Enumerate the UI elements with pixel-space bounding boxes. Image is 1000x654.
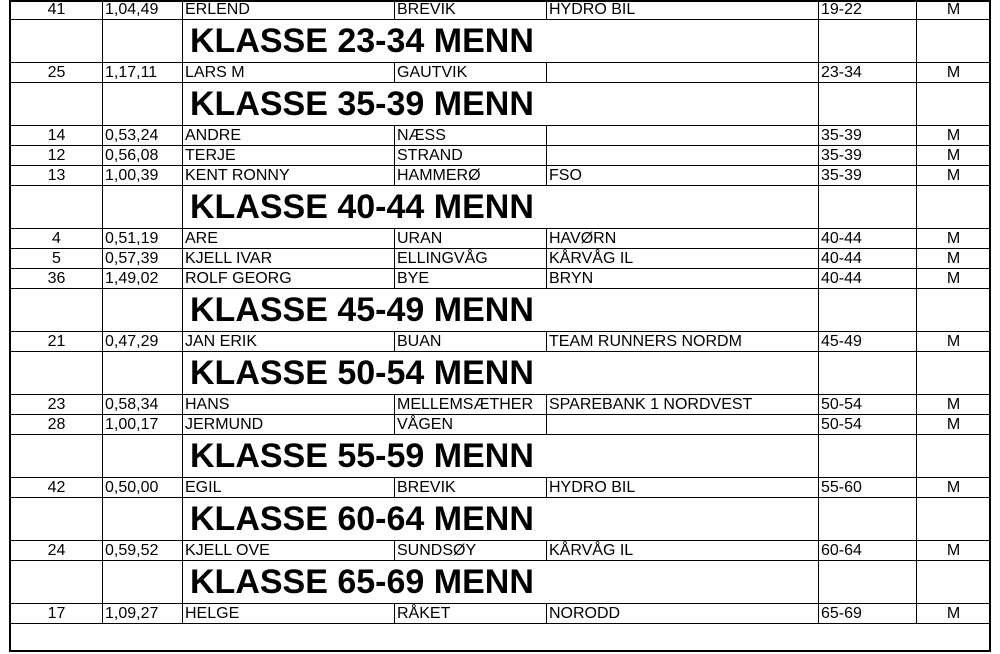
class-cell: 35-39: [819, 166, 917, 186]
start-number-cell: 12: [11, 146, 103, 166]
empty-cell: [819, 20, 917, 63]
empty-cell: [11, 561, 103, 604]
result-row: [11, 249, 991, 269]
start-number-cell: 28: [11, 415, 103, 435]
empty-cell: [547, 561, 819, 604]
class-cell: 19-22: [819, 0, 917, 20]
time-cell: 0,50,00: [103, 478, 183, 498]
class-cell: 50-54: [819, 395, 917, 415]
results-table: [10, 0, 991, 624]
start-number-cell: 14: [11, 126, 103, 146]
club-cell: [547, 146, 819, 166]
class-heading: KLASSE 35-39 MENN: [183, 83, 547, 126]
class-heading: KLASSE 50-54 MENN: [183, 352, 547, 395]
last-name-cell: MELLEMSÆTHER: [395, 395, 547, 415]
class-heading: KLASSE 60-64 MENN: [183, 498, 547, 541]
empty-cell: [103, 498, 183, 541]
class-heading: KLASSE 23-34 MENN: [183, 20, 547, 63]
start-number-cell: 13: [11, 166, 103, 186]
result-row: [11, 146, 991, 166]
empty-cell: [11, 20, 103, 63]
empty-cell: [547, 498, 819, 541]
gender-cell: M: [917, 478, 991, 498]
first-name-cell: KJELL IVAR: [183, 249, 395, 269]
gender-cell: M: [917, 63, 991, 83]
class-header-row: [11, 561, 991, 604]
class-cell: 35-39: [819, 126, 917, 146]
class-cell: 60-64: [819, 541, 917, 561]
empty-cell: [917, 289, 991, 332]
gender-cell: M: [917, 249, 991, 269]
empty-cell: [547, 352, 819, 395]
result-row: [11, 63, 991, 83]
club-cell: BRYN: [547, 269, 819, 289]
class-header-row: [11, 352, 991, 395]
class-header-row: [11, 20, 991, 63]
class-cell: 35-39: [819, 146, 917, 166]
first-name-cell: KENT RONNY: [183, 166, 395, 186]
start-number-cell: 5: [11, 249, 103, 269]
empty-cell: [917, 83, 991, 126]
time-cell: 0,59,52: [103, 541, 183, 561]
club-cell: KÅRVÅG IL: [547, 541, 819, 561]
class-cell: 45-49: [819, 332, 917, 352]
class-heading: KLASSE 65-69 MENN: [183, 561, 547, 604]
start-number-cell: 41: [11, 0, 103, 20]
empty-cell: [547, 20, 819, 63]
empty-cell: [819, 83, 917, 126]
class-cell: 40-44: [819, 249, 917, 269]
gender-cell: M: [917, 541, 991, 561]
club-cell: [547, 63, 819, 83]
time-cell: 1,00,17: [103, 415, 183, 435]
empty-cell: [547, 435, 819, 478]
empty-cell: [917, 20, 991, 63]
first-name-cell: ANDRE: [183, 126, 395, 146]
empty-cell: [819, 352, 917, 395]
empty-cell: [819, 186, 917, 229]
first-name-cell: ERLEND: [183, 0, 395, 20]
time-cell: 0,47,29: [103, 332, 183, 352]
start-number-cell: 21: [11, 332, 103, 352]
empty-cell: [11, 498, 103, 541]
empty-cell: [11, 435, 103, 478]
gender-cell: M: [917, 269, 991, 289]
class-header-row: [11, 435, 991, 478]
last-name-cell: GAUTVIK: [395, 63, 547, 83]
time-cell: 1,04,49: [103, 0, 183, 20]
empty-cell: [103, 561, 183, 604]
empty-cell: [547, 83, 819, 126]
first-name-cell: ARE: [183, 229, 395, 249]
last-name-cell: RÅKET: [395, 604, 547, 624]
empty-cell: [917, 498, 991, 541]
result-row: [11, 415, 991, 435]
last-name-cell: BREVIK: [395, 478, 547, 498]
first-name-cell: LARS M: [183, 63, 395, 83]
empty-cell: [11, 289, 103, 332]
result-row: [11, 126, 991, 146]
first-name-cell: KJELL OVE: [183, 541, 395, 561]
empty-cell: [103, 352, 183, 395]
club-cell: HYDRO BIL: [547, 0, 819, 20]
start-number-cell: 17: [11, 604, 103, 624]
last-name-cell: ELLINGVÅG: [395, 249, 547, 269]
time-cell: 1,09,27: [103, 604, 183, 624]
result-row: [11, 604, 991, 624]
first-name-cell: JERMUND: [183, 415, 395, 435]
gender-cell: M: [917, 0, 991, 20]
last-name-cell: SUNDSØY: [395, 541, 547, 561]
club-cell: FSO: [547, 166, 819, 186]
start-number-cell: 4: [11, 229, 103, 249]
last-name-cell: NÆSS: [395, 126, 547, 146]
last-name-cell: BYE: [395, 269, 547, 289]
result-row: [11, 395, 991, 415]
gender-cell: M: [917, 146, 991, 166]
empty-cell: [11, 352, 103, 395]
gender-cell: M: [917, 604, 991, 624]
first-name-cell: TERJE: [183, 146, 395, 166]
empty-cell: [103, 186, 183, 229]
class-header-row: [11, 498, 991, 541]
club-cell: HAVØRN: [547, 229, 819, 249]
club-cell: TEAM RUNNERS NORDM: [547, 332, 819, 352]
club-cell: NORODD: [547, 604, 819, 624]
class-cell: 50-54: [819, 415, 917, 435]
result-row: [11, 541, 991, 561]
class-heading: KLASSE 40-44 MENN: [183, 186, 547, 229]
result-row: [11, 332, 991, 352]
first-name-cell: JAN ERIK: [183, 332, 395, 352]
club-cell: [547, 126, 819, 146]
gender-cell: M: [917, 395, 991, 415]
time-cell: 0,53,24: [103, 126, 183, 146]
empty-cell: [547, 289, 819, 332]
class-header-row: [11, 289, 991, 332]
empty-cell: [11, 186, 103, 229]
start-number-cell: 25: [11, 63, 103, 83]
result-row: [11, 229, 991, 249]
empty-cell: [547, 186, 819, 229]
class-header-row: [11, 186, 991, 229]
result-row: [11, 0, 991, 20]
first-name-cell: HANS: [183, 395, 395, 415]
class-header-row: [11, 83, 991, 126]
start-number-cell: 42: [11, 478, 103, 498]
empty-cell: [917, 561, 991, 604]
class-cell: 65-69: [819, 604, 917, 624]
last-name-cell: VÅGEN: [395, 415, 547, 435]
last-name-cell: HAMMERØ: [395, 166, 547, 186]
gender-cell: M: [917, 332, 991, 352]
time-cell: 0,57,39: [103, 249, 183, 269]
empty-cell: [103, 435, 183, 478]
class-heading: KLASSE 45-49 MENN: [183, 289, 547, 332]
empty-cell: [11, 83, 103, 126]
club-cell: SPAREBANK 1 NORDVEST: [547, 395, 819, 415]
club-cell: KÅRVÅG IL: [547, 249, 819, 269]
empty-cell: [819, 289, 917, 332]
empty-cell: [917, 435, 991, 478]
start-number-cell: 23: [11, 395, 103, 415]
club-cell: [547, 415, 819, 435]
result-row: [11, 166, 991, 186]
empty-cell: [103, 20, 183, 63]
class-heading: KLASSE 55-59 MENN: [183, 435, 547, 478]
empty-cell: [103, 83, 183, 126]
time-cell: 0,58,34: [103, 395, 183, 415]
last-name-cell: URAN: [395, 229, 547, 249]
time-cell: 1,49,02: [103, 269, 183, 289]
gender-cell: M: [917, 126, 991, 146]
class-cell: 40-44: [819, 269, 917, 289]
empty-cell: [819, 561, 917, 604]
empty-cell: [917, 352, 991, 395]
result-row: [11, 269, 991, 289]
first-name-cell: EGIL: [183, 478, 395, 498]
results-body: [11, 0, 991, 624]
class-cell: 23-34: [819, 63, 917, 83]
start-number-cell: 24: [11, 541, 103, 561]
empty-cell: [819, 498, 917, 541]
first-name-cell: HELGE: [183, 604, 395, 624]
last-name-cell: STRAND: [395, 146, 547, 166]
club-cell: HYDRO BIL: [547, 478, 819, 498]
empty-cell: [103, 289, 183, 332]
last-name-cell: BUAN: [395, 332, 547, 352]
result-row: [11, 478, 991, 498]
gender-cell: M: [917, 166, 991, 186]
class-cell: 55-60: [819, 478, 917, 498]
gender-cell: M: [917, 415, 991, 435]
empty-cell: [819, 435, 917, 478]
time-cell: 0,51,19: [103, 229, 183, 249]
last-name-cell: BREVIK: [395, 0, 547, 20]
empty-cell: [917, 186, 991, 229]
first-name-cell: ROLF GEORG: [183, 269, 395, 289]
time-cell: 1,00,39: [103, 166, 183, 186]
start-number-cell: 36: [11, 269, 103, 289]
time-cell: 0,56,08: [103, 146, 183, 166]
time-cell: 1,17,11: [103, 63, 183, 83]
class-cell: 40-44: [819, 229, 917, 249]
gender-cell: M: [917, 229, 991, 249]
